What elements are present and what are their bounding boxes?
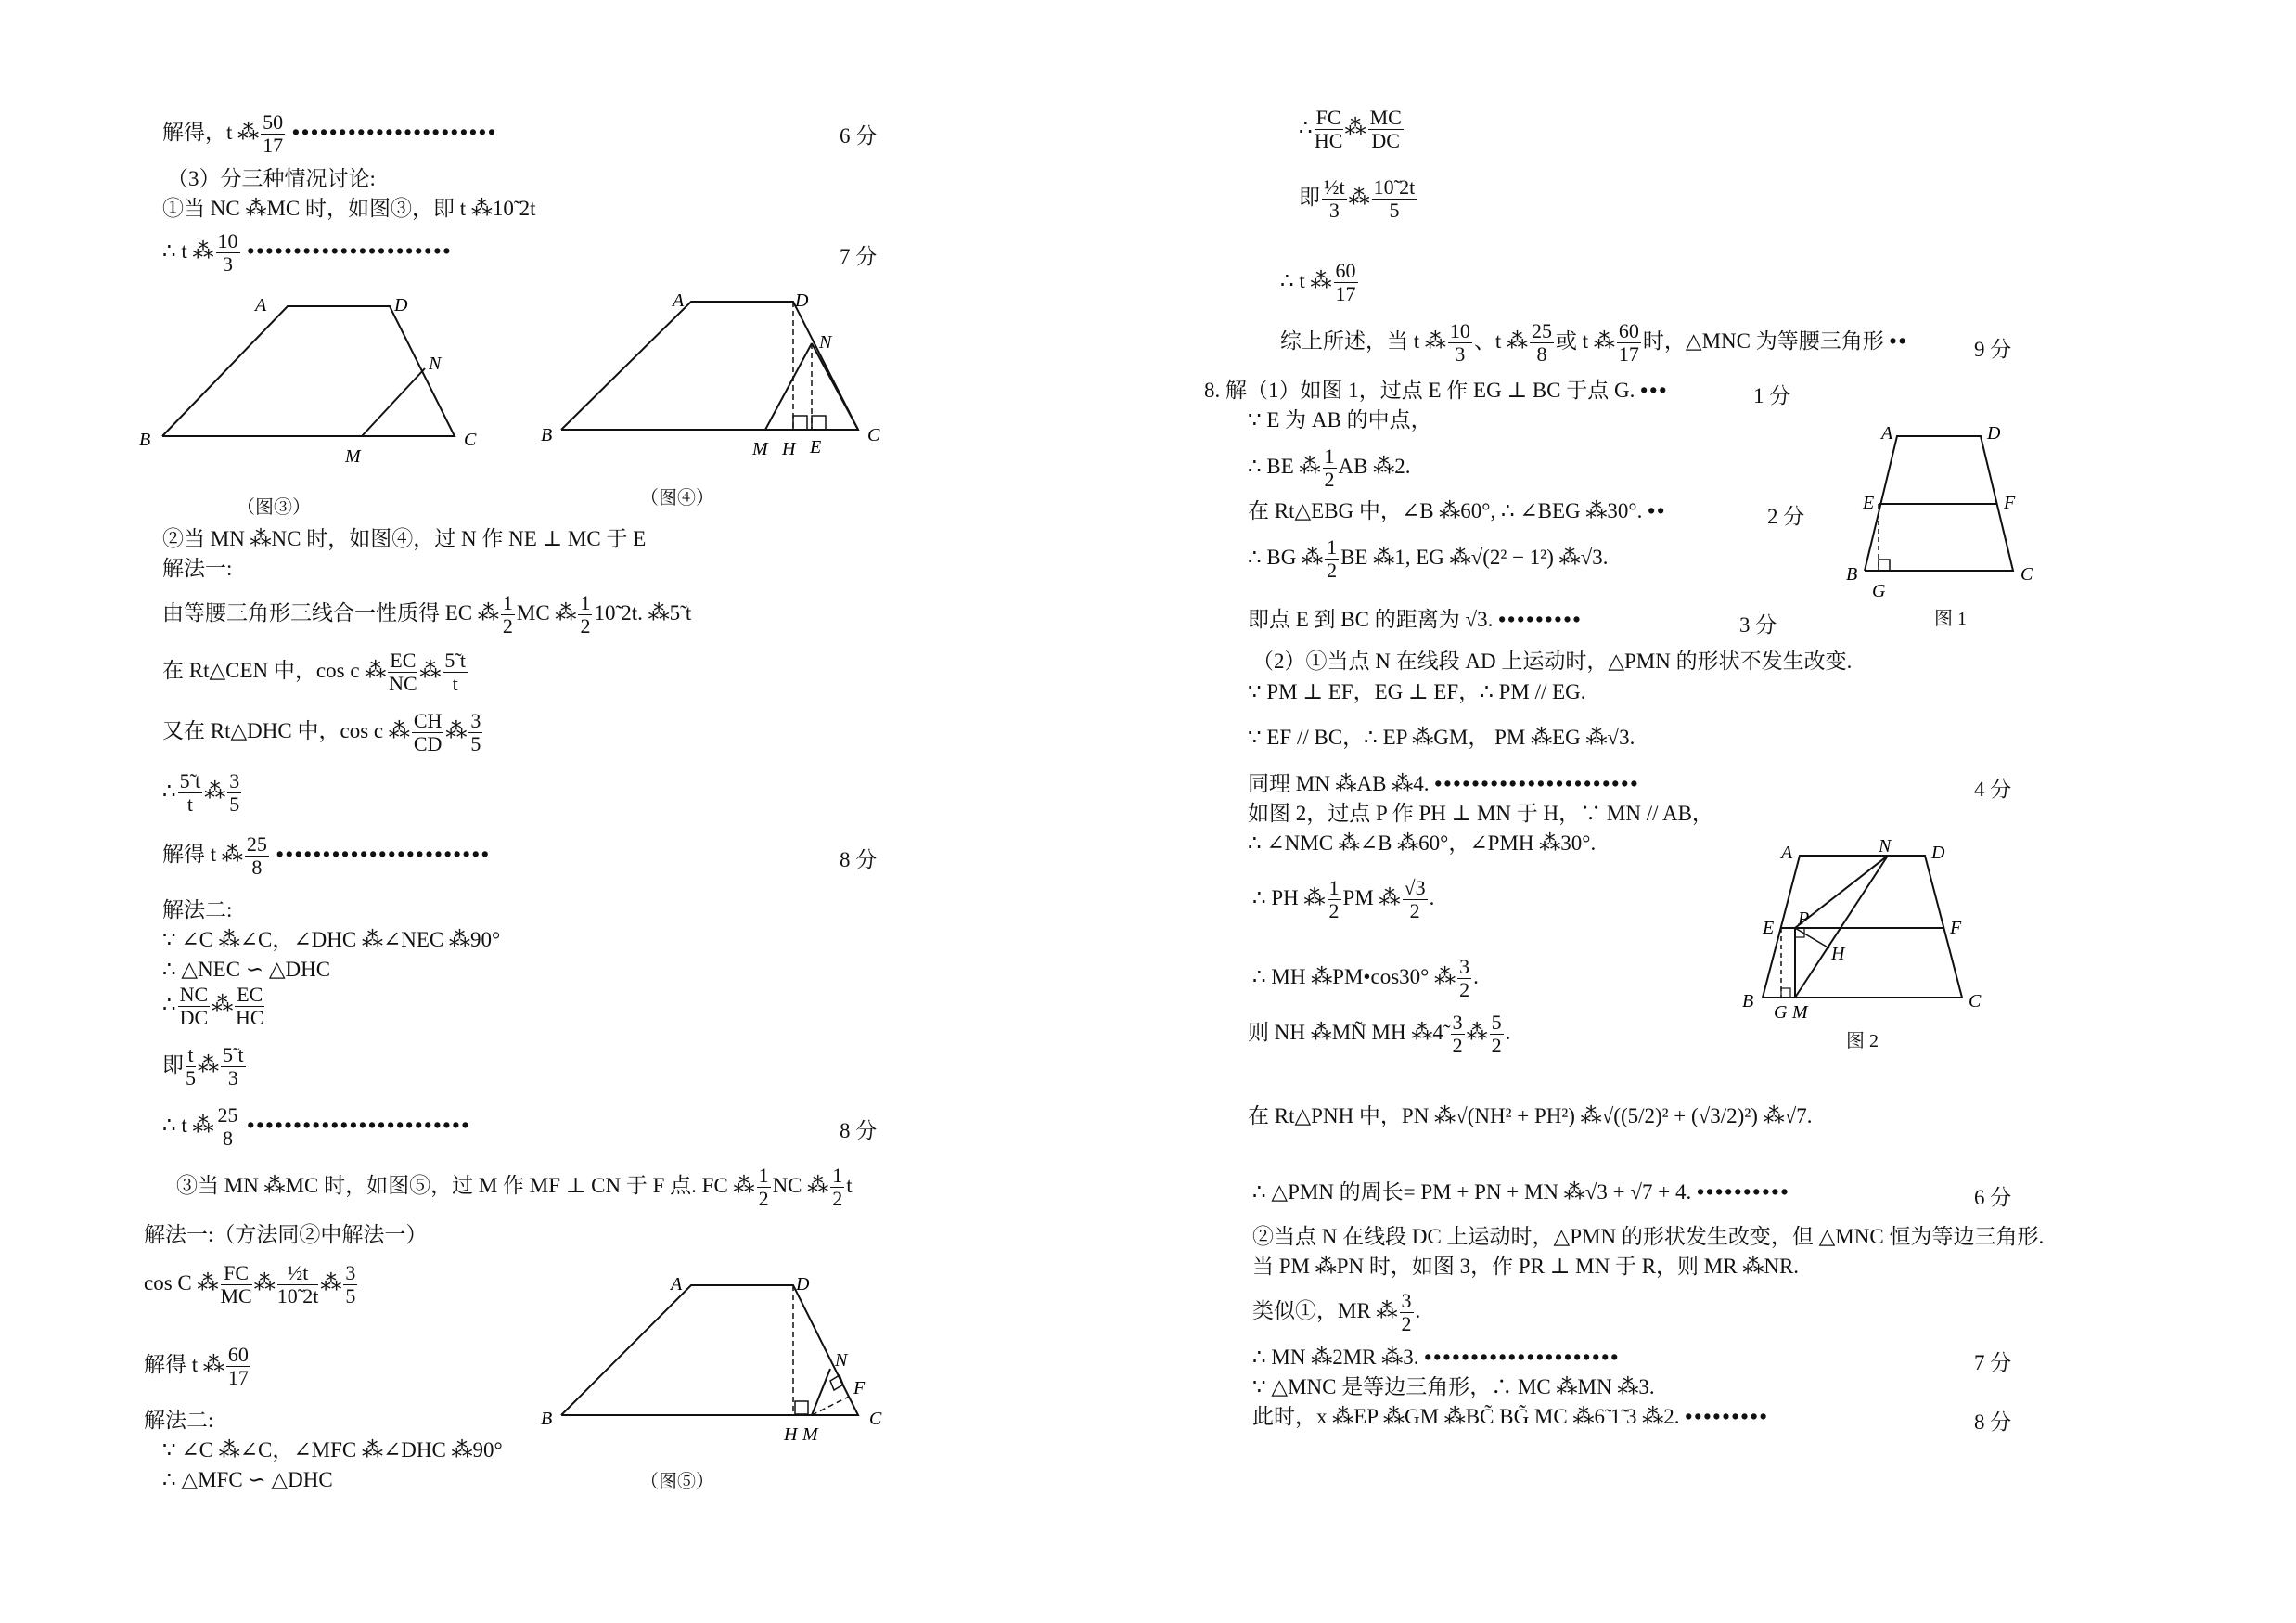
svg-text:C: C — [869, 1409, 882, 1429]
score-3: 3 分 — [1739, 613, 1777, 637]
svg-text:B: B — [139, 430, 151, 450]
fraction: $\frac{3}{5}$ — [470, 709, 481, 756]
line-r11: （2）①当点 N 在线段 AD 上运动时，△PMN 的形状不发生改变. — [1252, 650, 1853, 673]
caption-figure-2: 图 2 — [1846, 1031, 1879, 1051]
figure-3 — [130, 288, 501, 473]
fraction: $\frac{1}{2}$ — [580, 591, 591, 638]
fraction: $\frac{5̃ t}{3}$ — [223, 1043, 244, 1090]
line-l10: ∴ $\frac{5̃ t}{t}$ ⁂ $\frac{3}{5}$ — [162, 769, 240, 817]
svg-text:H: H — [784, 1424, 798, 1445]
fraction: $\frac{5}{2}$ — [1491, 1011, 1502, 1058]
score-8b: 8 分 — [840, 1119, 878, 1142]
fraction: $\frac{3}{2}$ — [1459, 955, 1470, 1002]
svg-text:F: F — [2004, 493, 2016, 513]
fraction: $\frac{1}{2}$ — [832, 1164, 843, 1211]
line-l7: 由等腰三角形三线合一性质得 EC ⁂ $\frac{1}{2}$ MC ⁂ $\frac{1}{2}$ 10̃ 2t. ⁂5̃ t — [162, 591, 692, 638]
svg-text:M: M — [1792, 1002, 1808, 1021]
svg-text:C: C — [1969, 991, 1982, 1011]
svg-text:N: N — [429, 354, 442, 374]
svg-text:G: G — [1872, 581, 1886, 601]
svg-text:H: H — [1831, 944, 1845, 964]
svg-text:E: E — [1763, 918, 1775, 938]
figure-5 — [533, 1271, 904, 1457]
fraction: $\frac{25}{8}$ — [1532, 319, 1553, 367]
line-l12: 解法二: — [162, 898, 233, 921]
fraction: $\frac{MC}{DC}$ — [1369, 106, 1402, 153]
fraction: $\frac{1}{2}$ — [502, 591, 513, 638]
svg-text:A: A — [255, 295, 267, 316]
line-l11: 解得 t ⁂ $\frac{25}{8}$ ••••••••••••••••••••••• — [162, 832, 491, 880]
figure-1 — [1828, 422, 2087, 608]
line-l8: 在 Rt△CEN 中，cos c ⁂ $\frac{EC}{NC}$ ⁂ $\frac{5̃ t}{t}$ — [162, 649, 467, 696]
line-r8: 在 Rt△EBG 中，∠B ⁂60°, ∴ ∠BEG ⁂30°. •• — [1248, 499, 1667, 522]
line-l4: ∴ t ⁂ $\frac{10}{3}$ •••••••••••••••••••••• — [162, 229, 453, 277]
fraction: $\frac{10}{3}$ — [217, 229, 238, 277]
line-r1: ∴ $\frac{FC}{HC}$ ⁂ $\frac{MC}{DC}$ — [1299, 106, 1402, 153]
line-r7: ∴ BE ⁂ $\frac{1}{2}$ AB ⁂2. — [1248, 444, 1411, 492]
caption-figure-4: （图④） — [640, 488, 714, 509]
line-l18: ③当 MN ⁂MC 时，如图⑤，过 M 作 MF ⊥ CN 于 F 点. FC ⁂ $\frac{1}{2}$ NC ⁂ $\frac{1}{2}$ t — [176, 1164, 853, 1211]
line-r15: 如图 2，过点 P 作 PH ⊥ MN 于 H，∵ MN // AB， — [1248, 802, 1713, 825]
line-l24: ∴ △MFC ∽ △DHC — [162, 1468, 333, 1491]
svg-text:M: M — [345, 446, 361, 467]
line-l15: ∴ $\frac{NC}{DC}$ ⁂ $\frac{EC}{HC}$ — [162, 983, 264, 1030]
line-l22: 解法二: — [144, 1409, 214, 1432]
line-l16: 即 $\frac{t}{5}$ ⁂ $\frac{5̃ t}{3}$ — [162, 1043, 244, 1090]
line-l13: ∵ ∠C ⁂∠C，∠DHC ⁂∠NEC ⁂90° — [162, 928, 501, 951]
fraction: $\frac{1}{2}$ — [1327, 535, 1338, 583]
line-r12: ∵ PM ⊥ EF，EG ⊥ EF，∴ PM // EG. — [1248, 680, 1586, 703]
fraction: $\frac{\text{½t}}{3}$ — [1324, 175, 1345, 223]
fraction: $\frac{NC}{DC}$ — [179, 983, 209, 1030]
fraction: $\frac{1}{2}$ — [758, 1164, 769, 1211]
fraction: $\frac{EC}{HC}$ — [235, 983, 264, 1030]
fraction: $\frac{3}{5}$ — [229, 769, 240, 817]
svg-text:D: D — [1931, 843, 1945, 863]
fraction: $\frac{3}{2}$ — [1401, 1289, 1412, 1336]
caption-figure-1: 图 1 — [1934, 609, 1967, 629]
line-r20: 在 Rt△PNH 中，PN ⁂√(NH² + PH²) ⁂√((5/2)² + (√3/2)²) ⁂√7. — [1248, 1104, 1813, 1127]
svg-text:M: M — [752, 439, 768, 459]
fraction: $\frac{5̃ t}{t}$ — [444, 649, 467, 696]
line-l9: 又在 Rt△DHC 中，cos c ⁂ $\frac{CH}{CD}$ ⁂ $\frac{3}{5}$ — [162, 709, 481, 756]
svg-text:P: P — [1798, 908, 1810, 929]
fraction: $\frac{√3}{2}$ — [1404, 876, 1426, 923]
line-r2: 即 $\frac{\text{½t}}{3}$ ⁂ $\frac{10̃ 2t}{5}$ — [1299, 175, 1416, 223]
line-l6: 解法一: — [162, 557, 233, 580]
svg-text:D: D — [796, 1274, 810, 1295]
fraction: $\frac{EC}{NC}$ — [389, 649, 417, 696]
score-7b: 7 分 — [1974, 1351, 2012, 1374]
fraction: $\frac{FC}{MC}$ — [220, 1261, 252, 1308]
svg-text:H: H — [782, 439, 796, 459]
line-r19: 则 NH ⁂MÑ MH ⁂4̃ $\frac{3}{2}$ ⁂ $\frac{5}{2}$ . — [1248, 1011, 1511, 1058]
fraction: $\frac{1}{2}$ — [1328, 876, 1340, 923]
svg-text:B: B — [1742, 991, 1754, 1011]
line-r6: ∵ E 为 AB 的中点， — [1248, 408, 1432, 432]
caption-figure-5: （图⑤） — [640, 1472, 714, 1492]
line-r16: ∴ ∠NMC ⁂∠B ⁂60°，∠PMH ⁂30°. — [1248, 831, 1597, 855]
fraction: $\frac{10̃ 2t}{5}$ — [1373, 175, 1416, 223]
line-r18: ∴ MH ⁂PM•cos30° ⁂ $\frac{3}{2}$ . — [1252, 955, 1479, 1002]
line-l14: ∴ △NEC ∽ △DHC — [162, 958, 331, 981]
line-r13: ∵ EF // BC，∴ EP ⁂GM， PM ⁂EG ⁂√3. — [1248, 726, 1635, 749]
line-r27: 此时，x ⁂EP ⁂GM ⁂BC̃ BG̃ MC ⁂6̃ 1̃ 3 ⁂2. ••••••••• — [1252, 1405, 1769, 1428]
score-6b: 6 分 — [1974, 1186, 2012, 1209]
fraction: $\frac{25}{8}$ — [246, 832, 267, 880]
fraction: $\frac{\text{½t}}{10̃ 2t}$ — [276, 1261, 319, 1308]
score-9: 9 分 — [1974, 338, 2012, 361]
fraction: $\frac{FC}{HC}$ — [1314, 106, 1343, 153]
svg-text:B: B — [541, 1409, 553, 1429]
fraction: $\frac{10}{3}$ — [1449, 319, 1470, 367]
score-2: 2 分 — [1767, 505, 1805, 528]
line-l1: 解得，t ⁂ $\frac{50}{17}$ •••••••••••••••••••••• — [162, 110, 498, 158]
svg-text:A: A — [671, 1274, 683, 1295]
line-l23: ∵ ∠C ⁂∠C，∠MFC ⁂∠DHC ⁂90° — [162, 1438, 503, 1462]
line-r17: ∴ PH ⁂ $\frac{1}{2}$ PM ⁂ $\frac{√3}{2}$ . — [1252, 876, 1435, 923]
svg-text:C: C — [2020, 564, 2033, 585]
svg-text:D: D — [394, 295, 408, 316]
svg-text:D: D — [795, 290, 809, 311]
svg-text:M: M — [802, 1424, 818, 1445]
line-r5: 8. 解（1）如图 1，过点 E 作 EG ⊥ BC 于点 G. ••• — [1204, 379, 1669, 402]
line-l2: （3）分三种情况讨论: — [167, 167, 376, 190]
svg-text:D: D — [1987, 423, 2001, 444]
svg-text:E: E — [810, 437, 822, 457]
line-l20: cos C ⁂ $\frac{FC}{MC}$ ⁂ $\frac{\text{½t}}{10̃ 2t}$ ⁂ $\frac{3}{5}$ — [144, 1261, 356, 1308]
fraction: $\frac{3}{2}$ — [1452, 1011, 1463, 1058]
svg-text:A: A — [1781, 843, 1793, 863]
line-l21: 解得 t ⁂ $\frac{60}{17}$ — [144, 1343, 249, 1390]
line-l3: ①当 NC ⁂MC 时，如图③，即 t ⁂10̃ 2t — [162, 197, 536, 220]
svg-text:C: C — [464, 430, 477, 450]
svg-text:B: B — [1846, 564, 1858, 585]
svg-text:N: N — [819, 332, 832, 353]
fraction: $\frac{60}{17}$ — [1335, 259, 1356, 306]
svg-text:A: A — [1881, 423, 1893, 444]
score-8a: 8 分 — [840, 848, 878, 871]
svg-text:C: C — [867, 425, 880, 445]
svg-text:A: A — [673, 290, 685, 311]
line-r23: 当 PM ⁂PN 时，如图 3，作 PR ⊥ MN 于 R，则 MR ⁂NR. — [1252, 1255, 1800, 1278]
line-r21: ∴ △PMN 的周长= PM + PN + MN ⁂√3 + √7 + 4. •••••••••• — [1252, 1180, 1790, 1204]
line-r3: ∴ t ⁂ $\frac{60}{17}$ — [1280, 259, 1356, 306]
fraction: $\frac{60}{17}$ — [227, 1343, 249, 1390]
svg-text:F: F — [1950, 918, 1962, 938]
line-r25: ∴ MN ⁂2MR ⁂3. ••••••••••••••••••••• — [1252, 1346, 1621, 1369]
score-4: 4 分 — [1974, 778, 2012, 801]
fraction: $\frac{5̃ t}{t}$ — [179, 769, 201, 817]
fraction: $\frac{CH}{CD}$ — [413, 709, 443, 756]
fraction: $\frac{t}{5}$ — [186, 1043, 196, 1090]
svg-text:G: G — [1774, 1002, 1788, 1021]
line-r14: 同理 MN ⁂AB ⁂4. •••••••••••••••••••••• — [1248, 772, 1640, 795]
line-r4: 综上所述，当 t ⁂ $\frac{10}{3}$ 、t ⁂ $\frac{25}{8}$ 或 t ⁂ $\frac{60}{17}$ 时，△MNC 为等腰三角形 •• — [1280, 319, 1908, 367]
fraction: $\frac{3}{5}$ — [345, 1261, 356, 1308]
line-l17: ∴ t ⁂ $\frac{25}{8}$ •••••••••••••••••••••••• — [162, 1103, 471, 1151]
line-r10: 即点 E 到 BC 的距离为 √3. ••••••••• — [1248, 608, 1583, 631]
fraction: $\frac{1}{2}$ — [1324, 444, 1335, 492]
svg-text:B: B — [541, 425, 553, 445]
caption-figure-3: （图③） — [237, 497, 311, 518]
score-7: 7 分 — [840, 245, 878, 268]
score-1: 1 分 — [1753, 384, 1791, 407]
fraction: $\frac{60}{17}$ — [1618, 319, 1639, 367]
score-6: 6 分 — [840, 124, 878, 148]
line-r24: 类似①，MR ⁂ $\frac{3}{2}$ . — [1252, 1289, 1421, 1336]
line-r22: ②当点 N 在线段 DC 上运动时，△PMN 的形状发生改变，但 △MNC 恒为等边三角形. — [1252, 1225, 2045, 1248]
line-r26: ∵ △MNC 是等边三角形，∴ MC ⁂MN ⁂3. — [1252, 1375, 1655, 1398]
line-l19: 解法一:（方法同②中解法一） — [144, 1223, 428, 1246]
line-l5: ②当 MN ⁂NC 时，如图④，过 N 作 NE ⊥ MC 于 E — [162, 527, 647, 550]
svg-text:E: E — [1863, 493, 1875, 513]
svg-text:N: N — [835, 1350, 848, 1371]
fraction: $\frac{50}{17}$ — [263, 110, 284, 158]
svg-text:F: F — [853, 1378, 866, 1398]
line-r9: ∴ BG ⁂ $\frac{1}{2}$ BE ⁂1, EG ⁂√(2² − 1²) ⁂√3. — [1248, 535, 1609, 583]
figure-4 — [533, 288, 904, 473]
figure-2 — [1735, 835, 2032, 1021]
score-8c: 8 分 — [1974, 1410, 2012, 1434]
fraction: $\frac{25}{8}$ — [217, 1103, 238, 1151]
svg-text:N: N — [1879, 836, 1892, 857]
